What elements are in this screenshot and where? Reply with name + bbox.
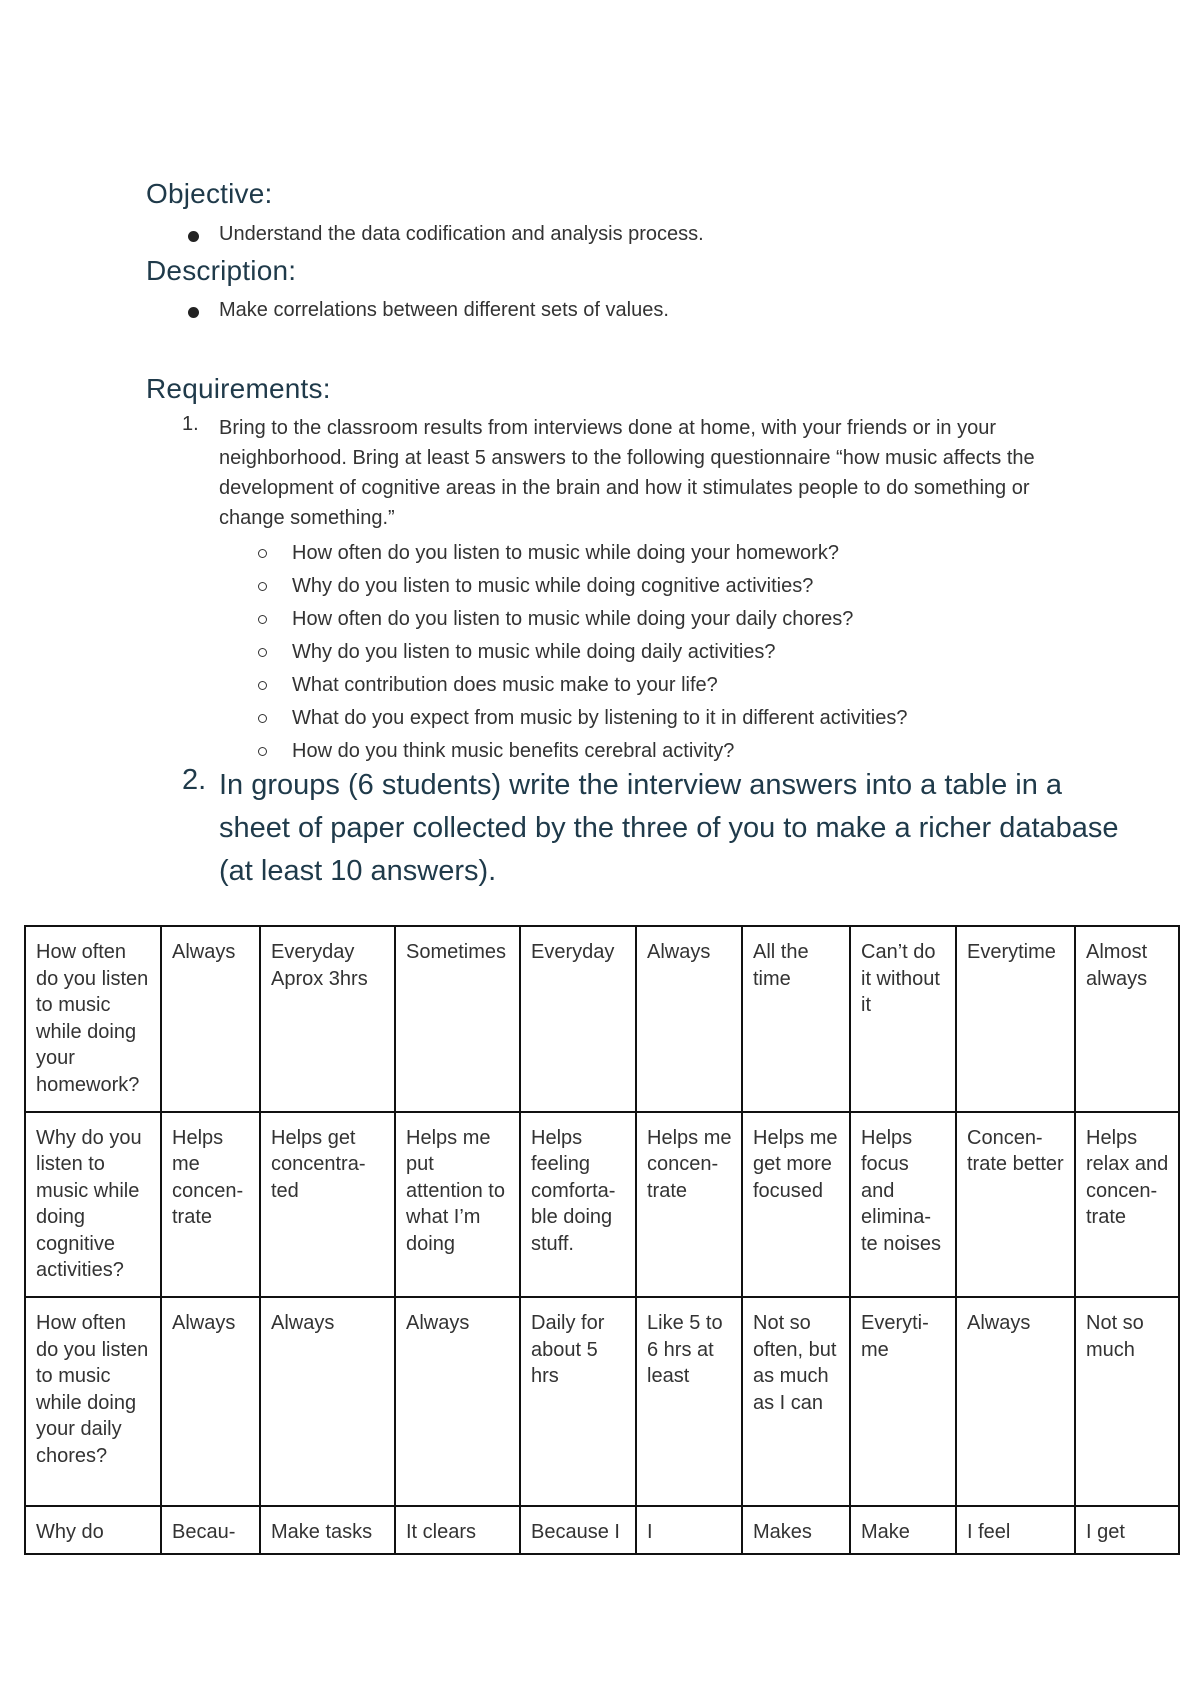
- requirement-2-number: 2.: [182, 764, 207, 796]
- answers-table: [24, 925, 1180, 1555]
- answer-cell: Concen-trate better: [956, 1112, 1075, 1298]
- answer-cell: Almost always: [1075, 926, 1179, 1112]
- answer-cell: Always: [956, 1297, 1075, 1506]
- answer-cell: Becau-: [161, 1506, 260, 1554]
- answer-cell: Everyti-me: [850, 1297, 956, 1506]
- answer-cell: Always: [636, 926, 742, 1112]
- answer-cell: Everyday: [520, 926, 636, 1112]
- answer-cell: Not so often, but as much as I can: [742, 1297, 850, 1506]
- description-heading: Description:: [146, 255, 297, 286]
- answer-cell: Not so much: [1075, 1297, 1179, 1506]
- question-text: Why do you listen to music while doing cognitive activities?: [292, 575, 814, 597]
- circle-bullet-icon: [258, 747, 267, 756]
- question-cell: How often do you listen to music while doing your homework?: [25, 926, 161, 1112]
- question-item: [292, 703, 907, 736]
- answer-cell: Helps get concentra-ted: [260, 1112, 395, 1298]
- question-list: [292, 538, 907, 769]
- question-cell: Why do: [25, 1506, 161, 1554]
- answer-cell: Helps me put attention to what I’m doing: [395, 1112, 520, 1298]
- requirement-1-text: Bring to the classroom results from interviews done at home, with your friends or in your neighborhood. Bring at least 5 answers to the following questionnaire “how music affects the development of cognitive areas in the brain and how it stimulates people to do something or change something.”: [219, 417, 1035, 529]
- table-body: [25, 926, 1179, 1554]
- answer-cell: It clears: [395, 1506, 520, 1554]
- bullet-dot-icon: [188, 231, 199, 242]
- circle-bullet-icon: [258, 549, 267, 558]
- question-text: What do you expect from music by listening to it in different activities?: [292, 707, 908, 729]
- circle-bullet-icon: [258, 648, 267, 657]
- question-item: [292, 538, 907, 571]
- question-item: [292, 637, 907, 670]
- answer-cell: I feel: [956, 1506, 1075, 1554]
- answer-cell: Daily for about 5 hrs: [520, 1297, 636, 1506]
- answer-cell: Make: [850, 1506, 956, 1554]
- question-text: How often do you listen to music while doing your homework?: [292, 542, 839, 564]
- answer-cell: All the time: [742, 926, 850, 1112]
- question-item: [292, 571, 907, 604]
- answer-cell: Helps feeling comforta-ble doing stuff.: [520, 1112, 636, 1298]
- answer-cell: Helps focus and elimina-te noises: [850, 1112, 956, 1298]
- objective-bullet: [219, 223, 704, 246]
- question-text: What contribution does music make to your life?: [292, 674, 718, 696]
- circle-bullet-icon: [258, 615, 267, 624]
- answer-cell: Makes: [742, 1506, 850, 1554]
- answer-cell: Everytime: [956, 926, 1075, 1112]
- answer-cell: Because I: [520, 1506, 636, 1554]
- answer-cell: Sometimes: [395, 926, 520, 1112]
- description-text: Make correlations between different sets of values.: [219, 299, 669, 321]
- answer-cell: Helps me get more focused: [742, 1112, 850, 1298]
- answer-cell: Helps me concen-trate: [161, 1112, 260, 1298]
- question-text: How do you think music benefits cerebral activity?: [292, 740, 735, 762]
- objective-heading: Objective:: [146, 178, 273, 209]
- table-row: [25, 1297, 1179, 1506]
- answer-cell: I: [636, 1506, 742, 1554]
- question-text: Why do you listen to music while doing daily activities?: [292, 641, 776, 663]
- requirement-1-number: 1.: [182, 413, 199, 435]
- answer-cell: I get: [1075, 1506, 1179, 1554]
- circle-bullet-icon: [258, 714, 267, 723]
- answer-cell: Always: [260, 1297, 395, 1506]
- question-text: How often do you listen to music while doing your daily chores?: [292, 608, 854, 630]
- answer-cell: Can’t do it without it: [850, 926, 956, 1112]
- answer-cell: Helps relax and concen-trate: [1075, 1112, 1179, 1298]
- answer-cell: Always: [395, 1297, 520, 1506]
- requirements-heading: Requirements:: [146, 373, 331, 404]
- answer-cell: Like 5 to 6 hrs at least: [636, 1297, 742, 1506]
- table-row: [25, 926, 1179, 1112]
- circle-bullet-icon: [258, 582, 267, 591]
- objective-text: Understand the data codification and analysis process.: [219, 223, 704, 245]
- question-item: [292, 670, 907, 703]
- question-cell: How often do you listen to music while doing your daily chores?: [25, 1297, 161, 1506]
- answer-cell: Always: [161, 926, 260, 1112]
- circle-bullet-icon: [258, 681, 267, 690]
- description-bullet: [219, 299, 669, 322]
- answer-cell: Make tasks: [260, 1506, 395, 1554]
- answer-cell: Everyday Aprox 3hrs: [260, 926, 395, 1112]
- question-cell: Why do you listen to music while doing cognitive activities?: [25, 1112, 161, 1298]
- table-row: [25, 1112, 1179, 1298]
- bullet-dot-icon: [188, 307, 199, 318]
- table-row: [25, 1506, 1179, 1554]
- question-item: [292, 604, 907, 637]
- answer-cell: Always: [161, 1297, 260, 1506]
- answer-cell: Helps me concen-trate: [636, 1112, 742, 1298]
- requirement-2-text: In groups (6 students) write the interview answers into a table in a sheet of paper collected by the three of you to make a richer database (at least 10 answers).: [219, 769, 1119, 887]
